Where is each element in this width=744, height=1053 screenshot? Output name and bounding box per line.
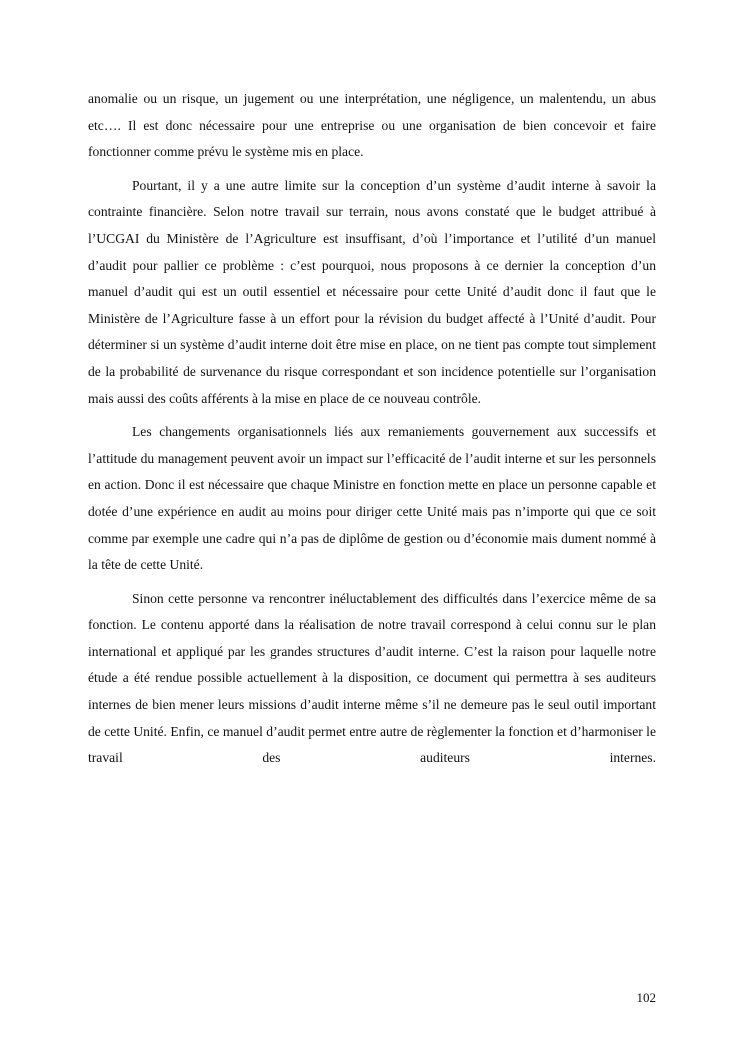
page-number: 102 (636, 990, 656, 1005)
paragraph-1: anomalie ou un risque, un jugement ou une interprétation, une négligence, un malentendu, un abus etc…. Il est donc nécessaire pour une entreprise ou une organisation de bien concevoir et faire fonctionner comme prévu le système mis en place. (88, 91, 656, 160)
document-body (88, 86, 656, 772)
paragraph-3: Les changements organisationnels liés aux remaniements gouvernement aux successifs et l’attitude du management peuvent avoir un impact sur l’efficacité de l’audit interne et sur les personnels en action. Donc il est nécessaire que chaque Ministre en fonction mette en place un personne capable et dotée d’une expérience en audit au moins pour diriger cette Unité mais pas n’importe qui que ce soit comme par exemple une cadre qui n’a pas de diplôme de gestion ou d’économie mais dument nommé à la tête de cette Unité. (88, 424, 656, 573)
paragraph-4: Sinon cette personne va rencontrer inéluctablement des difficultés dans l’exercice même de sa fonction. Le contenu apporté dans la réalisation de notre travail correspond à celui connu sur le plan international et appliqué par les grandes structures d’audit interne. C’est la raison pour laquelle notre étude a été rendue possible actuellement à la disposition, ce document qui permettra à ses auditeurs internes de bien mener leurs missions d’audit interne même s’il ne demeure pas le seul outil important de cette Unité. Enfin, ce manuel d’audit permet entre autre de règlementer la fonction et d’harmoniser le travail des auditeurs internes. (88, 590, 656, 766)
paragraph-2: Pourtant, il y a une autre limite sur la conception d’un système d’audit interne à savoir la contrainte financière. Selon notre travail sur terrain, nous avons constaté que le budget attribué à l’UCGAI du Ministère de l’Agriculture est insuffisant, d’où l’importance et l’utilité d’un manuel d’audit pour pallier ce problème : c’est pourquoi, nous proposons à ce dernier la conception d’un manuel d’audit qui est un outil essentiel et nécessaire pour cette Unité d’audit donc il faut que le Ministère de l’Agriculture fasse à un effort pour la révision du budget affecté à l’Unité d’audit. Pour déterminer si un système d’audit interne doit être mise en place, on ne tient pas compte tout simplement de la probabilité de survenance du risque correspondant et son incidence potentielle sur l’organisation mais aussi des coûts afférents à la mise en place de ce nouveau contrôle. (88, 177, 656, 406)
